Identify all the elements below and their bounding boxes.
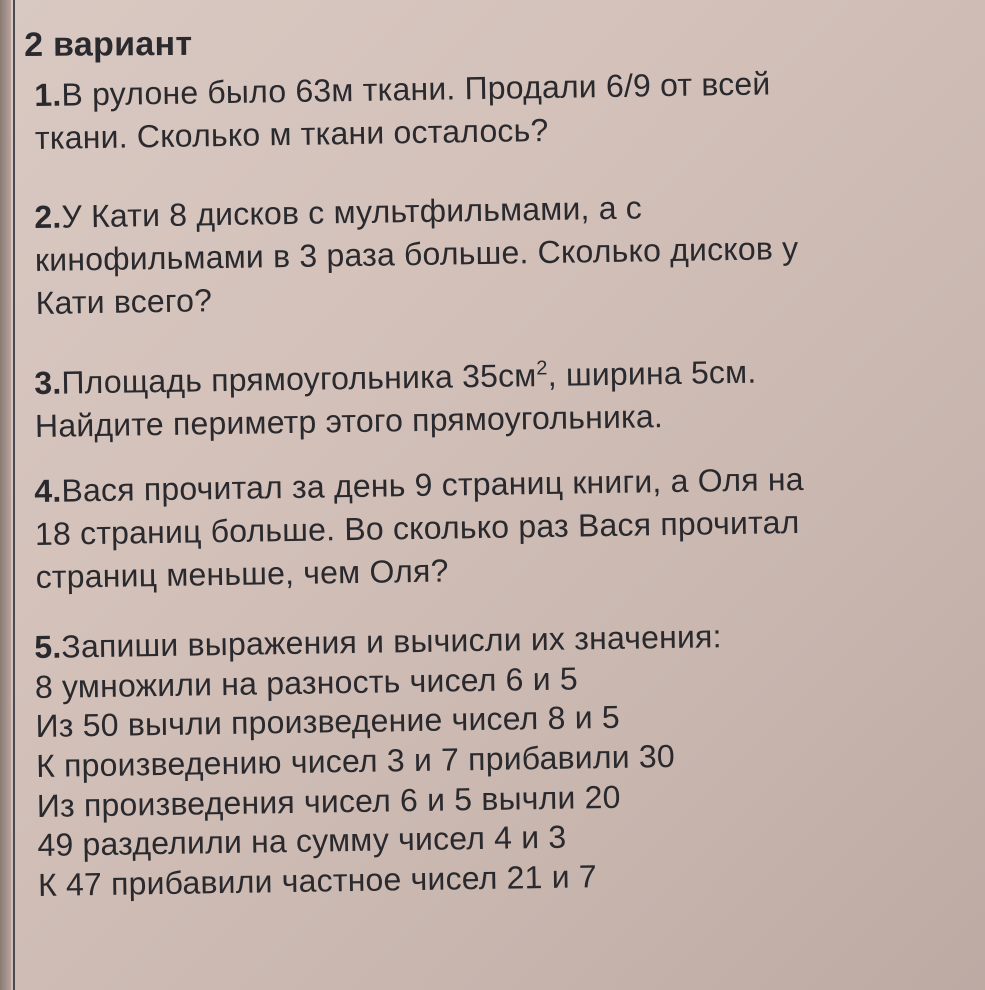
- task-5-expression-2: Из 50 вычли произведение чисел 8 и 5: [35, 699, 621, 745]
- task-5-number: 5.: [34, 628, 62, 665]
- task-3-line-2: Найдите периметр этого прямоугольника.: [34, 398, 664, 444]
- task-5-expression-3: К произведению чисел 3 и 7 прибавили 30: [35, 737, 676, 784]
- task-3-text-1-tail: , ширина 5см.: [547, 353, 757, 393]
- task-2: [34, 184, 799, 325]
- task-4-text-1: Вася прочитал за день 9 страниц книги, а Оля на: [61, 460, 805, 509]
- task-3: [34, 351, 757, 448]
- task-3-superscript: 2: [536, 357, 548, 380]
- task-3-number: 3.: [34, 364, 62, 401]
- task-4-line-2: 18 страниц больше. Во сколько раз Вася прочитал: [34, 503, 800, 552]
- task-4-line-3: страниц меньше, чем Оля?: [35, 552, 449, 595]
- task-5-text-1: Запиши выражения и вычисли их значения:: [61, 618, 722, 665]
- background-edge: [0, 0, 11, 990]
- task-1: [34, 62, 771, 159]
- task-1-line-2: ткани. Сколько м ткани осталось?: [34, 111, 549, 156]
- task-2-number: 2.: [34, 198, 62, 235]
- task-5: [34, 617, 726, 905]
- task-2-text-1: У Кати 8 дисков с мультфильмами, а с: [61, 189, 643, 235]
- task-4-number: 4.: [34, 472, 62, 509]
- task-3-text-1: Площадь прямоугольника 35см: [61, 357, 537, 401]
- task-5-expression-1: 8 умножили на разность чисел 6 и 5: [34, 660, 579, 705]
- task-5-expression-5: 49 разделили на сумму чисел 4 и 3: [37, 819, 567, 864]
- task-1-number: 1.: [34, 76, 62, 113]
- task-4: [34, 458, 805, 599]
- task-5-expression-4: Из произведения чисел 6 и 5 вычли 20: [36, 778, 621, 824]
- sheet-left-border: [13, 0, 15, 990]
- variant-title: 2 вариант: [24, 24, 193, 64]
- task-2-line-2: кинофильмами в 3 раза больше. Сколько дисков у: [34, 229, 799, 278]
- task-2-line-3: Кати всего?: [35, 281, 213, 321]
- worksheet: [18, 0, 978, 990]
- task-1-text-1: В рулоне было 63м ткани. Продали 6/9 от всей: [61, 65, 771, 113]
- task-5-expression-6: К 47 прибавили частное чисел 21 и 7: [37, 858, 598, 903]
